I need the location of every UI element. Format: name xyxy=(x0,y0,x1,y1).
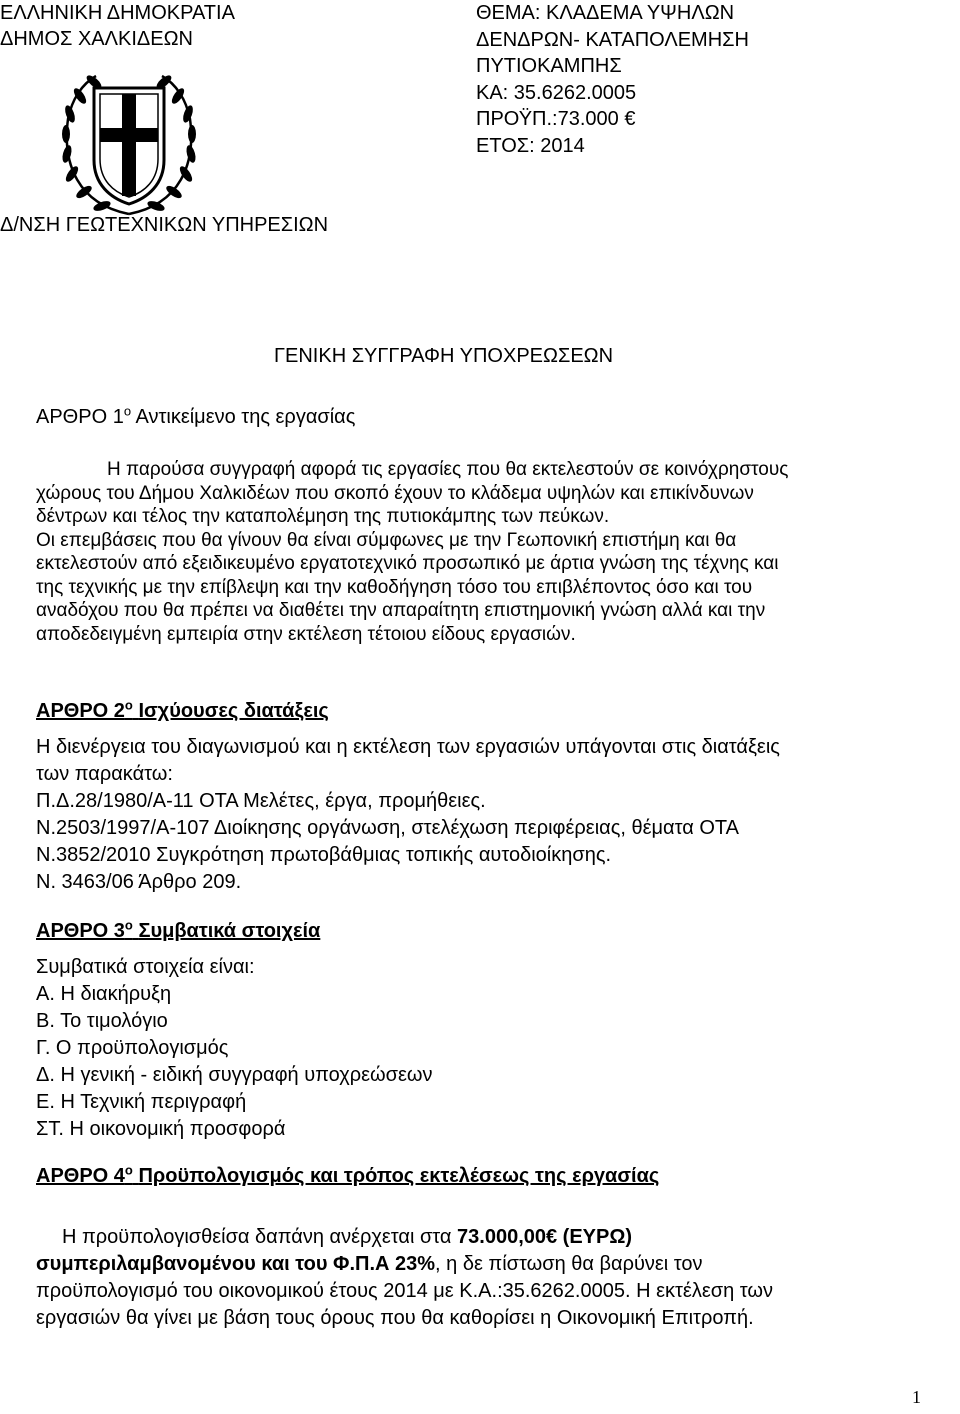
paragraph-line xyxy=(36,1251,956,1278)
list-item: ΣΤ. Η οικονομική προσφορά xyxy=(36,1118,286,1140)
article-1-heading xyxy=(36,404,355,430)
header-right xyxy=(476,0,749,159)
article-4-name: Προϋπολογισμός και τρόπος εκτελέσεως της εργασίας xyxy=(138,1165,660,1187)
paragraph-line: προϋπολογισμό του οικονομικού έτους 2014 με Κ.Α.:35.6262.0005. Η εκτέλεση των xyxy=(36,1280,773,1302)
article-1-prefix: ΑΡΘΡΟ 1 xyxy=(36,406,124,428)
header-right-line: ΔΕΝΔΡΩΝ- ΚΑΤΑΠΟΛΕΜΗΣΗ xyxy=(476,28,749,51)
page-number: 1 xyxy=(912,1387,921,1407)
article-4-sup: ο xyxy=(124,1162,133,1178)
credit-text: , η δε πίστωση θα βαρύνει τον xyxy=(435,1253,703,1275)
list-item: Γ. Ο προϋπολογισμός xyxy=(36,1037,229,1059)
article-3-heading xyxy=(36,918,320,944)
paragraph-line: των παρακάτω: xyxy=(36,763,173,785)
article-3-name: Συμβατικά στοιχεία xyxy=(138,920,321,942)
header-right-line: ΕΤΟΣ: 2014 xyxy=(476,134,585,157)
article-2-heading xyxy=(36,698,329,724)
document-title: ΓΕΝΙΚΗ ΣΥΓΓΡΑΦΗ ΥΠΟΧΡΕΩΣΕΩΝ xyxy=(274,345,614,367)
article-1-sup: ο xyxy=(123,403,132,419)
paragraph-line: εκτελεστούν από εξειδικευμένο εργατοτεχνικό προσωπικό με άρτια γνώση της τέχνης και xyxy=(36,553,779,574)
header-right-line: ΘΕΜΑ: ΚΛΑΔΕΜΑ ΥΨΗΛΩΝ xyxy=(476,2,735,24)
article-1-name: Αντικείμενο της εργασίας xyxy=(135,406,356,428)
paragraph-line xyxy=(36,1224,956,1251)
paragraph-line: της τεχνικής με την επίβλεψη και την καθοδήγηση τόσο του επιβλέποντος όσο και του xyxy=(36,576,753,598)
greek-coat-of-arms-icon xyxy=(58,64,200,220)
article-3-prefix: ΑΡΘΡΟ 3 xyxy=(36,920,125,942)
department: Δ/ΝΣΗ ΓΕΩΤΕΧΝΙΚΩΝ ΥΠΗΡΕΣΙΩΝ xyxy=(0,214,329,236)
article-2-body xyxy=(36,734,956,896)
article-4-heading xyxy=(36,1163,659,1189)
header-right-line: ΚΑ: 35.6262.0005 xyxy=(476,81,637,104)
paragraph-line: Η παρούσα συγγραφή αφορά τις εργασίες που θα εκτελεστούν σε κοινόχρηστους xyxy=(107,459,789,480)
article-2-name: Ισχύουσες διατάξεις xyxy=(138,700,329,722)
header-left xyxy=(0,0,235,52)
paragraph-line: Ν.3852/2010 Συγκρότηση πρωτοβάθμιας τοπικής αυτοδιοίκησης. xyxy=(36,844,612,866)
paragraph-line: Ν.2503/1997/Α-107 Διοίκησης οργάνωση, στελέχωση περιφέρειας, θέματα ΟΤΑ xyxy=(36,817,739,839)
list-item: Δ. Η γενική - ειδική συγγραφή υποχρεώσεων xyxy=(36,1064,433,1086)
article-4-prefix: ΑΡΘΡΟ 4 xyxy=(36,1165,125,1187)
list-item: Β. Το τιμολόγιο xyxy=(36,1010,168,1032)
paragraph-line: αποδεδειγμένη εμπειρία στην εκτέλεση τέτοιου είδους εργασιών. xyxy=(36,623,576,645)
paragraph-line: Π.Δ.28/1980/Α-11 ΟΤΑ Μελέτες, έργα, προμήθειες. xyxy=(36,790,486,812)
budget-text: Η προϋπολογισθείσα δαπάνη ανέρχεται στα xyxy=(62,1226,458,1248)
list-item: Συμβατικά στοιχεία είναι: xyxy=(36,956,255,978)
header-right-line: ΠΡΟΫΠ.:73.000 € xyxy=(476,108,636,130)
article-3-list xyxy=(36,954,956,1143)
article-2-sup: ο xyxy=(124,697,133,713)
vat-note: συμπεριλαμβανομένου και του Φ.Π.Α 23% xyxy=(36,1253,436,1275)
article-3-sup: ο xyxy=(124,917,133,933)
paragraph-line: δέντρων και τέλος την καταπολέμηση της πυτιοκάμπης των πεύκων. xyxy=(36,506,610,527)
list-item: Ε. Η Τεχνική περιγραφή xyxy=(36,1091,247,1113)
article-1-body xyxy=(36,458,956,646)
budget-amount: 73.000,00€ (ΕΥΡΩ) xyxy=(457,1226,633,1248)
header-left-line: ΔΗΜΟΣ ΧΑΛΚΙΔΕΩΝ xyxy=(0,28,193,50)
paragraph-line: Η διενέργεια του διαγωνισμού και η εκτέλεση των εργασιών υπάγονται στις διατάξεις xyxy=(36,736,780,758)
paragraph-line: Ν. 3463/06 Άρθρο 209. xyxy=(36,871,242,893)
header-left-line: ΕΛΛΗΝΙΚΗ ΔΗΜΟΚΡΑΤΙΑ xyxy=(0,2,235,24)
paragraph-line: Οι επεμβάσεις που θα γίνουν θα είναι σύμφωνες με την Γεωπονική επιστήμη και θα xyxy=(36,529,737,551)
paragraph-line: αναδόχου που θα πρέπει να διαθέτει την απαραίτητη επιστημονική γνώση αλλά και την xyxy=(36,600,766,621)
article-4-body xyxy=(36,1224,956,1332)
article-2-prefix: ΑΡΘΡΟ 2 xyxy=(36,700,125,722)
list-item: Α. Η διακήρυξη xyxy=(36,983,172,1005)
paragraph-line: εργασιών θα γίνει με βάση τους όρους που θα καθορίσει η Οικονομική Επιτροπή. xyxy=(36,1307,754,1329)
paragraph-line: χώρους του Δήμου Χαλκιδέων που σκοπό έχουν το κλάδεμα υψηλών και επικίνδυνων xyxy=(36,482,754,504)
header-right-line: ΠΥΤΙΟΚΑΜΠΗΣ xyxy=(476,55,622,77)
